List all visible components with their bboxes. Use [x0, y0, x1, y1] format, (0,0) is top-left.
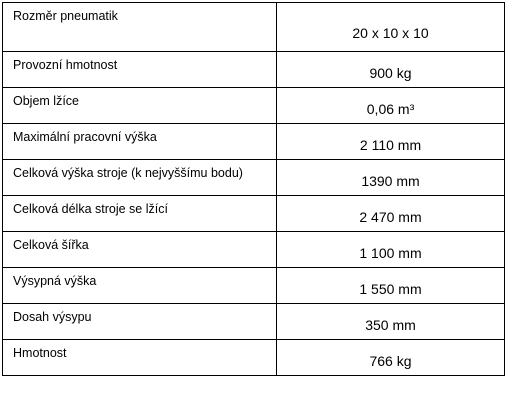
table-row — [3, 160, 505, 196]
overall-height-label: Celková výška stroje (k nejvyššímu bodu) — [13, 166, 243, 180]
dump-height-label: Výsypná výška — [13, 274, 97, 288]
row-value-cell — [277, 124, 505, 160]
row-label-cell — [3, 160, 277, 196]
row-value-cell — [277, 340, 505, 376]
dump-reach-value: 350 mm — [365, 317, 416, 333]
max-working-height-label: Maximální pracovní výška — [13, 130, 157, 144]
weight-value: 766 kg — [369, 353, 412, 369]
row-value-cell — [277, 160, 505, 196]
table-row — [3, 232, 505, 268]
operating-weight-label: Provozní hmotnost — [13, 58, 118, 72]
max-working-height-value: 2 110 mm — [359, 137, 422, 153]
row-value-cell — [277, 196, 505, 232]
table-row — [3, 52, 505, 88]
row-label-cell — [3, 88, 277, 124]
table-row — [3, 304, 505, 340]
row-value-cell — [277, 232, 505, 268]
row-value-cell — [277, 88, 505, 124]
row-label-cell — [3, 268, 277, 304]
row-label-cell — [3, 52, 277, 88]
row-value-cell — [277, 304, 505, 340]
overall-width-label: Celková šířka — [13, 238, 89, 252]
table-row — [3, 3, 505, 52]
table-row — [3, 88, 505, 124]
row-value-cell — [277, 268, 505, 304]
tire-size-value: 20 x 10 x 10 — [352, 25, 429, 41]
overall-length-label: Celková délka stroje se lžící — [13, 202, 168, 216]
operating-weight-value: 900 kg — [369, 65, 412, 81]
row-label-cell — [3, 304, 277, 340]
row-label-cell — [3, 232, 277, 268]
row-label-cell — [3, 196, 277, 232]
overall-length-value: 2 470 mm — [359, 209, 422, 225]
overall-height-value: 1390 mm — [361, 173, 420, 189]
row-label-cell — [3, 340, 277, 376]
specification-table — [2, 2, 505, 376]
table-row — [3, 268, 505, 304]
table-row — [3, 340, 505, 376]
row-value-cell — [277, 52, 505, 88]
table-row — [3, 196, 505, 232]
row-label-cell — [3, 3, 277, 52]
row-label-cell — [3, 124, 277, 160]
row-value-cell — [277, 3, 505, 52]
overall-width-value: 1 100 mm — [359, 245, 422, 261]
tire-size-label: Rozměr pneumatik — [13, 9, 118, 23]
table-row — [3, 124, 505, 160]
dump-height-value: 1 550 mm — [359, 281, 422, 297]
bucket-volume-label: Objem lžíce — [13, 94, 79, 108]
weight-label: Hmotnost — [13, 346, 67, 360]
dump-reach-label: Dosah výsypu — [13, 310, 92, 324]
bucket-volume-value: 0,06 m³ — [366, 101, 415, 117]
